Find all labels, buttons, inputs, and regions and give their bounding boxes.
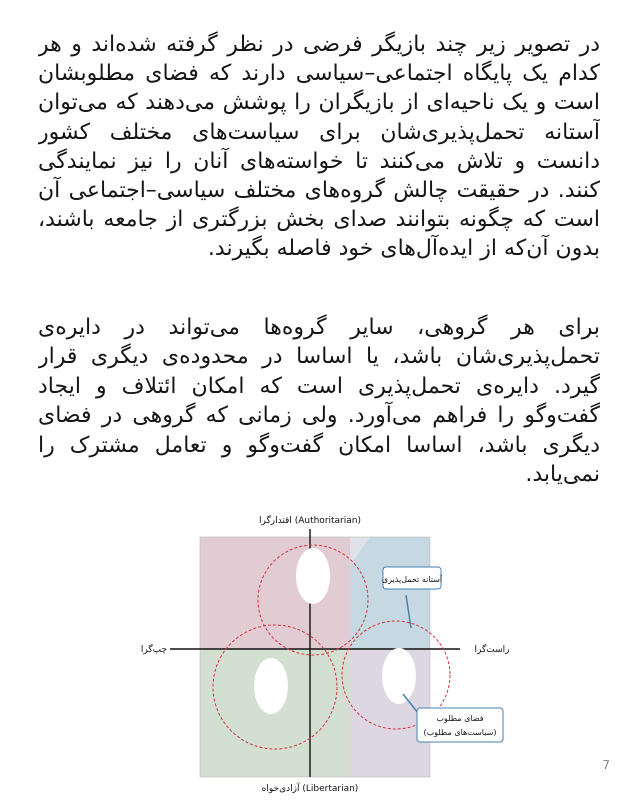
axis-label-left: چپ‌گرا bbox=[140, 645, 168, 655]
axis-label-right: راست‌گرا bbox=[474, 645, 510, 655]
axis-label-bottom: آزادی‌خواه (Libertarian) bbox=[261, 784, 359, 794]
text-line: تحمل‌پذیری‌شان باشد، یا اساسا در محدوده‌ی دیگری قرار bbox=[38, 344, 600, 370]
axis-label-top: اقتدارگرا (Authoritarian) bbox=[259, 516, 361, 526]
paragraph-1 bbox=[38, 30, 600, 264]
text-line: بدون آن‌که از ایده‌آل‌های خود فاصله بگیرند. bbox=[207, 236, 600, 262]
text-line: گیرد. دایره‌ی تحمل‌پذیری است که امکان ائتلاف و ایجاد bbox=[38, 373, 600, 399]
text-line: دیگری باشد، اساسا امکان گفت‌وگو و تعامل مشترک را bbox=[38, 432, 600, 458]
quadrant-top-right-blue bbox=[350, 537, 430, 649]
callout-tolerance-label: آستانه تحمل‌پذیری bbox=[381, 575, 443, 584]
text-line: برای هر گروهی، سایر گروه‌ها می‌تواند در دایره‌ی bbox=[38, 315, 600, 340]
callout-desired-sublabel: (سیاست‌های مطلوب) bbox=[423, 728, 497, 737]
page-number: 7 bbox=[602, 758, 610, 772]
paragraph-2 bbox=[38, 313, 600, 489]
text-line: کدام یک پایگاه اجتماعی–سیاسی دارند که فضای مطلوبشان bbox=[38, 61, 600, 87]
text-line: است که چگونه بتوانند صدای بخش بزرگتری از جامعه باشند، bbox=[38, 207, 600, 233]
callout-desired-label: فضای مطلوب bbox=[436, 714, 484, 723]
quadrant-top-left bbox=[200, 537, 350, 649]
text-line: دانست و تلاش می‌کنند تا خواسته‌های آنان را نیز نمایندگی bbox=[38, 148, 600, 174]
desired-space-right bbox=[382, 648, 416, 704]
text-line: کنند. در حقیقت چالش گروه‌های مختلف سیاسی–اجتماعی آن bbox=[38, 178, 600, 204]
political-compass-diagram bbox=[130, 505, 520, 795]
text-line: گفت‌وگو را فراهم می‌آورد. ولی زمانی که گروهی در فضای bbox=[38, 403, 600, 429]
text-line: نمی‌یابد. bbox=[525, 462, 600, 488]
text-line: آستانه تحمل‌پذیری‌شان برای سیاست‌های مختلف کشور bbox=[38, 119, 600, 145]
text-line: در تصویر زیر چند بازیگر فرضی در نظر گرفته شده‌اند و هر bbox=[38, 32, 600, 57]
desired-space-top bbox=[296, 548, 330, 604]
text-line: است و یک ناحیه‌ای از بازیگران را پوشش می‌دهند که می‌توان bbox=[38, 90, 600, 116]
desired-space-left bbox=[254, 658, 288, 714]
